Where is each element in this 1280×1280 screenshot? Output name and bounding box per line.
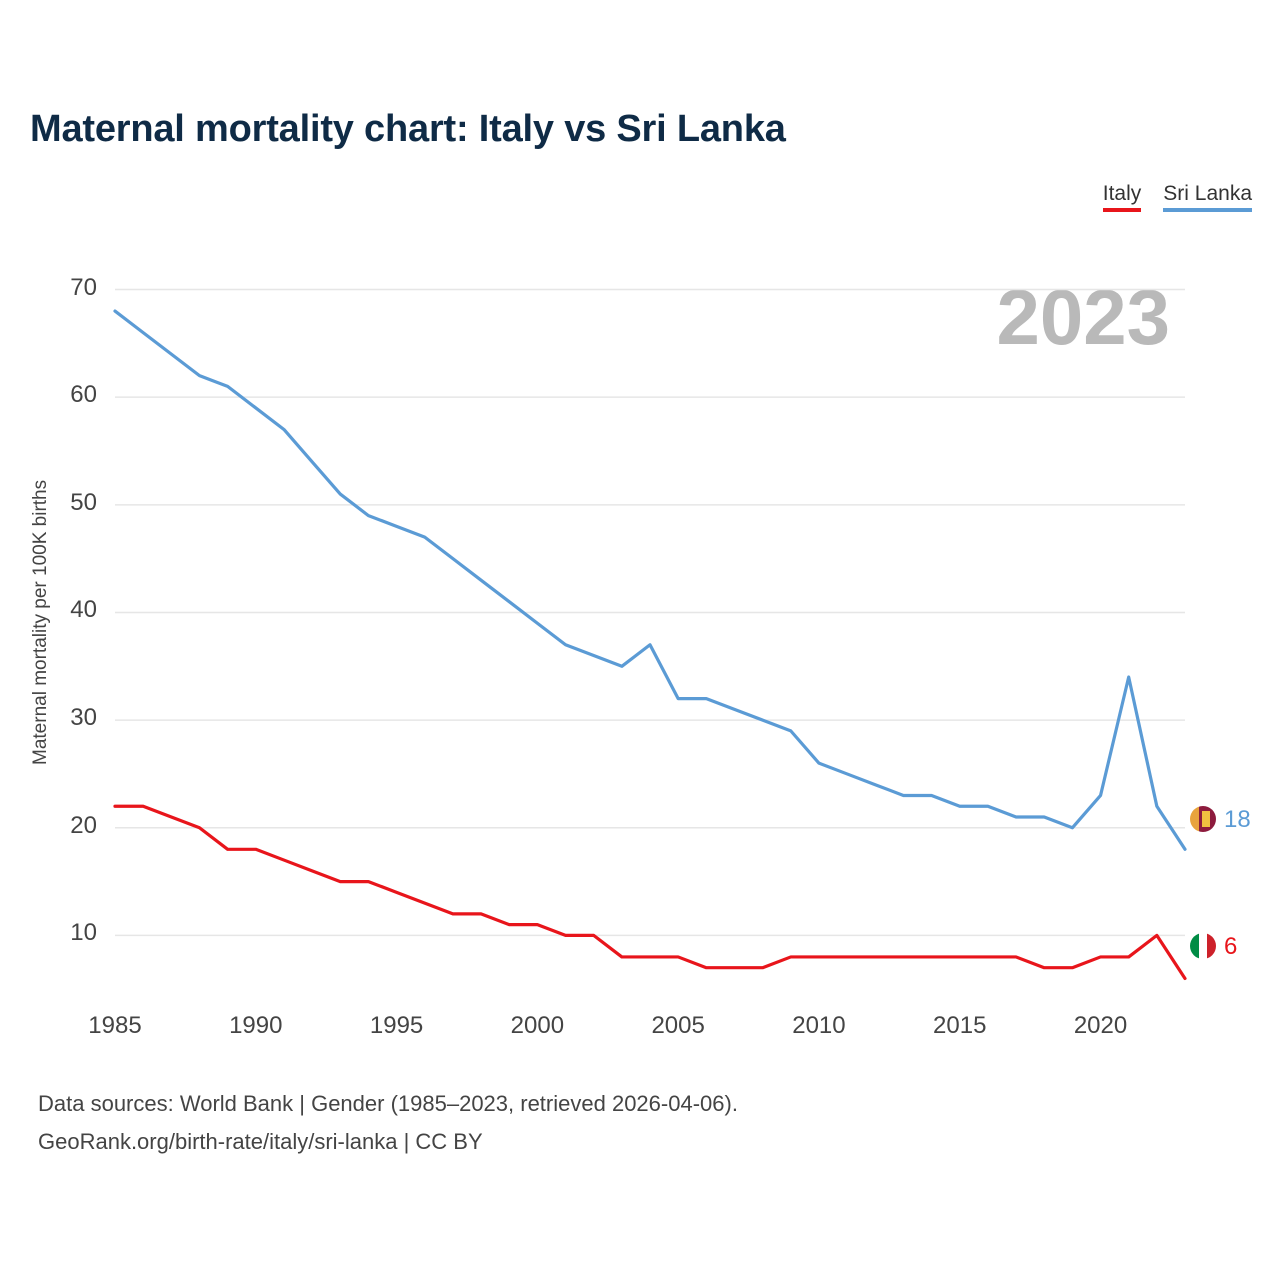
x-tick-label: 2010	[792, 1012, 846, 1039]
y-tick-label: 10	[70, 919, 97, 947]
end-label-italy: 6	[1224, 933, 1238, 960]
x-tick-label: 1995	[369, 1012, 424, 1039]
flag-italy-icon	[1190, 933, 1216, 959]
gridlines	[115, 290, 1185, 936]
legend-label-sri-lanka: Sri Lanka	[1163, 182, 1252, 205]
y-tick-label: 40	[70, 596, 97, 624]
x-tick-label: 2005	[651, 1012, 705, 1039]
series-line-sri-lanka	[115, 311, 1185, 849]
y-tick-label: 20	[70, 811, 97, 839]
page-title: Maternal mortality chart: Italy vs Sri Lanka	[30, 108, 786, 150]
x-tick-label: 1985	[88, 1012, 142, 1039]
y-tick-label: 70	[70, 273, 97, 301]
footer-line-2: GeoRank.org/birth-rate/italy/sri-lanka | CC BY	[38, 1129, 483, 1154]
flag-sri-lanka-icon	[1190, 806, 1216, 832]
year-watermark: 2023	[996, 273, 1170, 361]
x-tick-label: 2015	[933, 1012, 987, 1039]
legend-label-italy: Italy	[1102, 182, 1142, 205]
y-axis-title-text: Maternal mortality per 100K births	[30, 479, 51, 765]
y-tick-label: 50	[70, 488, 97, 516]
x-tick-label: 2020	[1073, 1012, 1128, 1039]
x-tick-label: 2000	[510, 1012, 565, 1039]
footer-line-1: Data sources: World Bank | Gender (1985–2023, retrieved 2026-04-06).	[38, 1091, 738, 1116]
series-lines	[115, 311, 1185, 978]
x-tick-label: 1990	[229, 1012, 283, 1039]
y-tick-label: 60	[70, 381, 97, 409]
series-line-italy	[115, 806, 1185, 978]
y-tick-label: 30	[70, 704, 97, 732]
end-label-sri-lanka: 18	[1224, 806, 1251, 833]
footer	[38, 1085, 738, 1161]
